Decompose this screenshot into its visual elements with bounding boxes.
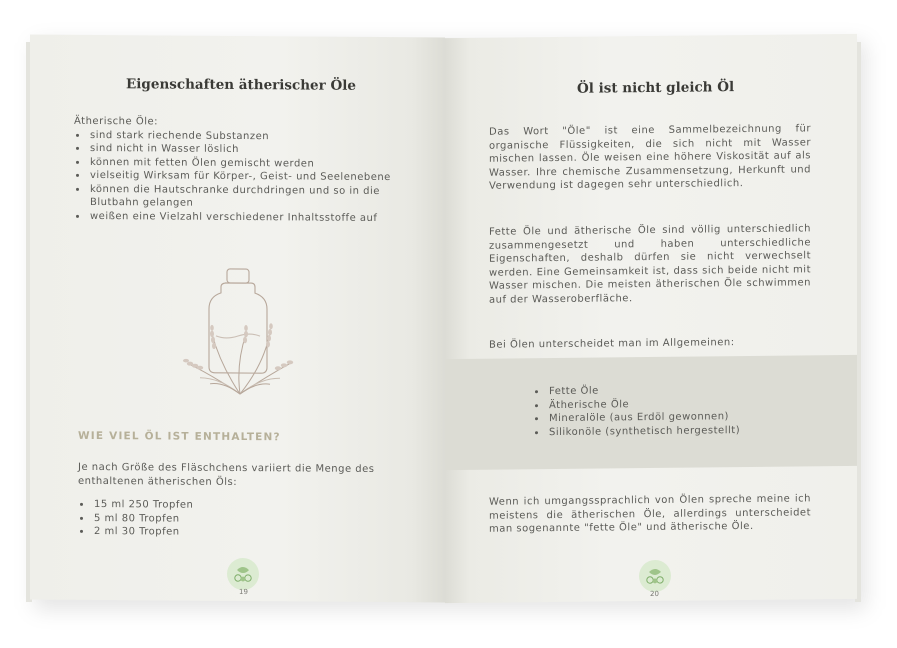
- list-item: • vielseitig Wirksam für Körper-, Geist- und Seelenebene: [88, 169, 404, 185]
- oil-bottle-lavender-illustration: [180, 266, 300, 397]
- list-item: • Ätherische Öle: [547, 397, 740, 413]
- list-item: • weißen eine Vielzahl verschiedener Inhaltsstoffe auf: [88, 209, 404, 225]
- oil-types-list: [533, 383, 740, 439]
- right-page-title: Öl ist nicht gleich Öl: [577, 79, 735, 97]
- list-item: • können mit fetten Ölen gemischt werden: [88, 155, 404, 171]
- paragraph-oil-definition: Das Wort "Öle" ist eine Sammelbezeichnung für organische Flüssigkeiten, die sich nicht mit Wasser mischen lassen. Öle weisen eine höhere Viskosität auf als Wasser. Ihre chemische Zusammensetzung, Herkunft und Verwendung ist dagegen sehr unterschiedlich.: [489, 123, 811, 192]
- properties-section: [74, 115, 404, 225]
- list-item: • sind stark riechende Substanzen: [88, 128, 404, 144]
- right-page: [445, 34, 857, 603]
- list-item: • 5 ml 80 Tropfen: [92, 511, 193, 525]
- left-page: [30, 35, 445, 603]
- properties-list: [74, 128, 404, 225]
- brand-logo: [227, 558, 259, 590]
- amount-description: Je nach Größe des Fläschchens variiert die Menge des enthaltenen ätherischen Öls:: [78, 461, 375, 488]
- oil-types-intro: Bei Ölen unterscheidet man im Allgemeinen:: [489, 337, 735, 351]
- closing-paragraph: Wenn ich umgangssprachlich von Ölen spreche meine ich meistens die ätherischen Öle, allerdings unterscheidet man sogenannte "fette Öle" und ätherische Öle.: [489, 493, 811, 535]
- amount-list: [78, 498, 193, 539]
- page-number: 20: [650, 589, 659, 599]
- page-number: 19: [239, 588, 248, 597]
- list-item: • 2 ml 30 Tropfen: [92, 525, 193, 539]
- section-subheading: WIE VIEL ÖL IST ENTHALTEN?: [78, 429, 281, 444]
- list-item: • sind nicht in Wasser löslich: [88, 142, 404, 158]
- list-item: • Mineralöle (aus Erdöl gewonnen): [547, 410, 740, 426]
- paragraph-fatty-vs-essential: Fette Öle und ätherische Öle sind völlig unterschiedlich zusammengesetzt und haben unterschiedliche Eigenschaften, deshalb dürfen sie nicht verwechselt werden. Eine Gemeinsamkeit ist, dass sich beide nicht mit Wasser mischen. Die meisten ätherischen Öle schwimmen auf der Wasseroberfläche.: [489, 223, 811, 306]
- left-page-title: Eigenschaften ätherischer Öle: [126, 76, 356, 94]
- brand-logo: [639, 560, 671, 592]
- list-item: • können die Hautschranke durchdringen und so in die Blutbahn gelangen: [88, 182, 404, 211]
- list-item: • 15 ml 250 Tropfen: [92, 498, 193, 512]
- intro-label: Ätherische Öle:: [74, 115, 159, 128]
- list-item: • Silikonöle (synthetisch hergestellt): [547, 424, 740, 440]
- list-item: • Fette Öle: [547, 383, 740, 399]
